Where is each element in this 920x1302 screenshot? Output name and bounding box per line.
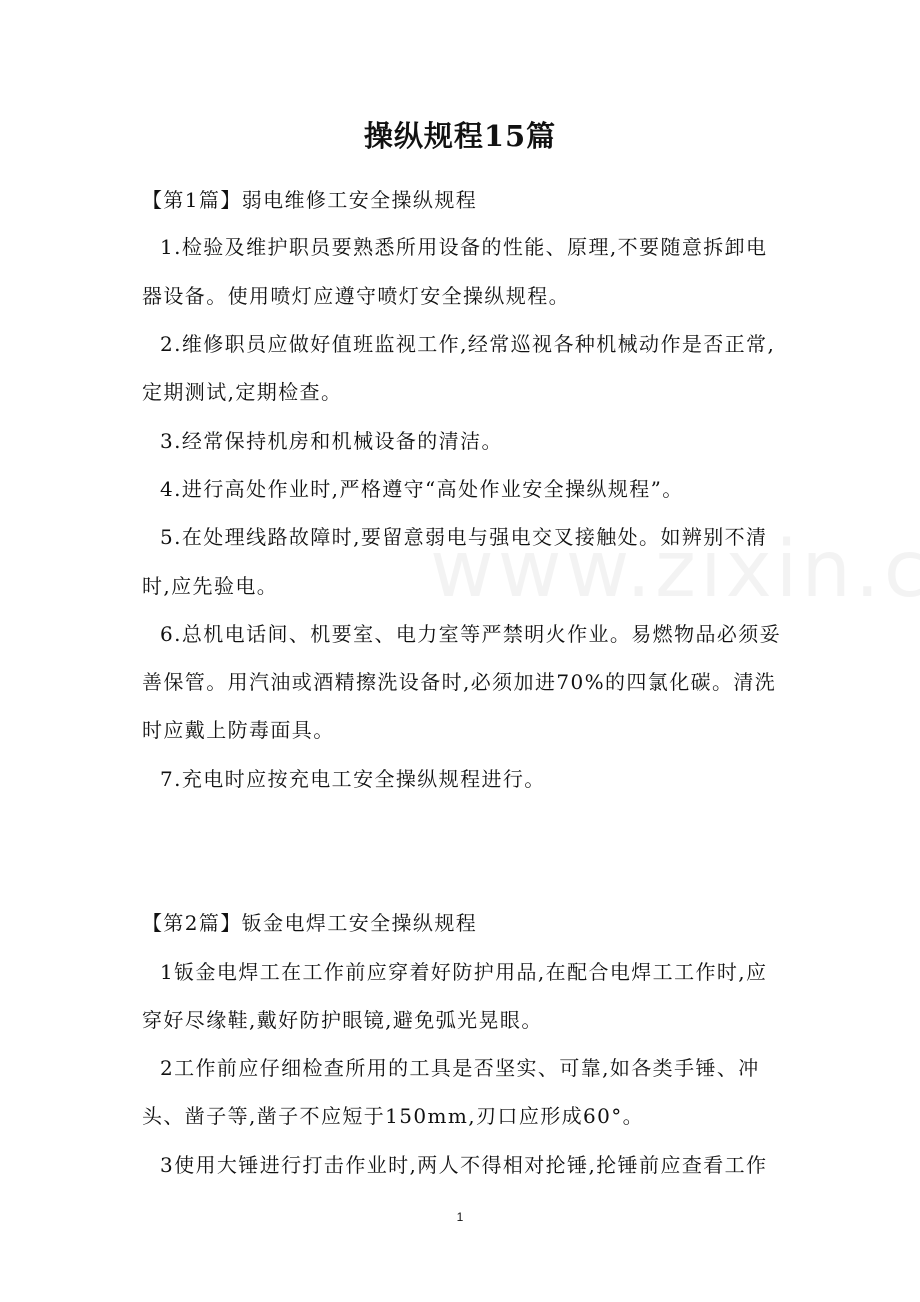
section-1-paragraph-6-cont: 时应戴上防毒面具。: [142, 718, 335, 742]
section-1-paragraph-7: 7.充电时应按充电工安全操纵规程进行。: [160, 767, 546, 791]
section-1-paragraph-6-cont: 善保管。用汽油或酒精擦洗设备时,必须加进70%的四氯化碳。清洗: [142, 670, 777, 694]
document-title: 操纵规程15篇: [363, 119, 557, 153]
section-1-paragraph-1: 1.检验及维护职员要熟悉所用设备的性能、原理,不要随意拆卸电: [160, 235, 768, 259]
section-1-paragraph-1-cont: 器设备。使用喷灯应遵守喷灯安全操纵规程。: [142, 284, 570, 308]
section-2-paragraph-2: 2工作前应仔细检查所用的工具是否坚实、可靠,如各类手锤、冲: [160, 1056, 760, 1080]
section-1-paragraph-2-cont: 定期测试,定期检查。: [142, 380, 343, 404]
section-1-paragraph-5: 5.在处理线路故障时,要留意弱电与强电交叉接触处。如辨别不清: [160, 525, 768, 549]
section-2-paragraph-2-cont: 头、凿子等,凿子不应短于150mm,刃口应形成60°。: [142, 1104, 645, 1128]
page-number: 1: [456, 1210, 464, 1224]
section-1-paragraph-3: 3.经常保持机房和机械设备的清洁。: [160, 429, 503, 453]
section-2-paragraph-1-cont: 穿好尽缘鞋,戴好防护眼镜,避免弧光晃眼。: [142, 1008, 543, 1032]
section-1-heading: 【第1篇】弱电维修工安全操纵规程: [142, 188, 478, 212]
section-1-paragraph-4: 4.进行高处作业时,严格遵守“高处作业安全操纵规程”。: [160, 477, 684, 501]
section-1-paragraph-6: 6.总机电话间、机要室、电力室等严禁明火作业。易燃物品必须妥: [160, 622, 782, 646]
section-2-paragraph-3: 3使用大锤进行打击作业时,两人不得相对抡锤,抡锤前应查看工作: [160, 1153, 768, 1177]
section-2-heading: 【第2篇】钣金电焊工安全操纵规程: [142, 911, 478, 935]
section-1-paragraph-2: 2.维修职员应做好值班监视工作,经常巡视各种机械动作是否正常,: [160, 332, 776, 356]
section-1-paragraph-5-cont: 时,应先验电。: [142, 574, 279, 598]
section-2-paragraph-1: 1钣金电焊工在工作前应穿着好防护用品,在配合电焊工工作时,应: [160, 960, 768, 984]
